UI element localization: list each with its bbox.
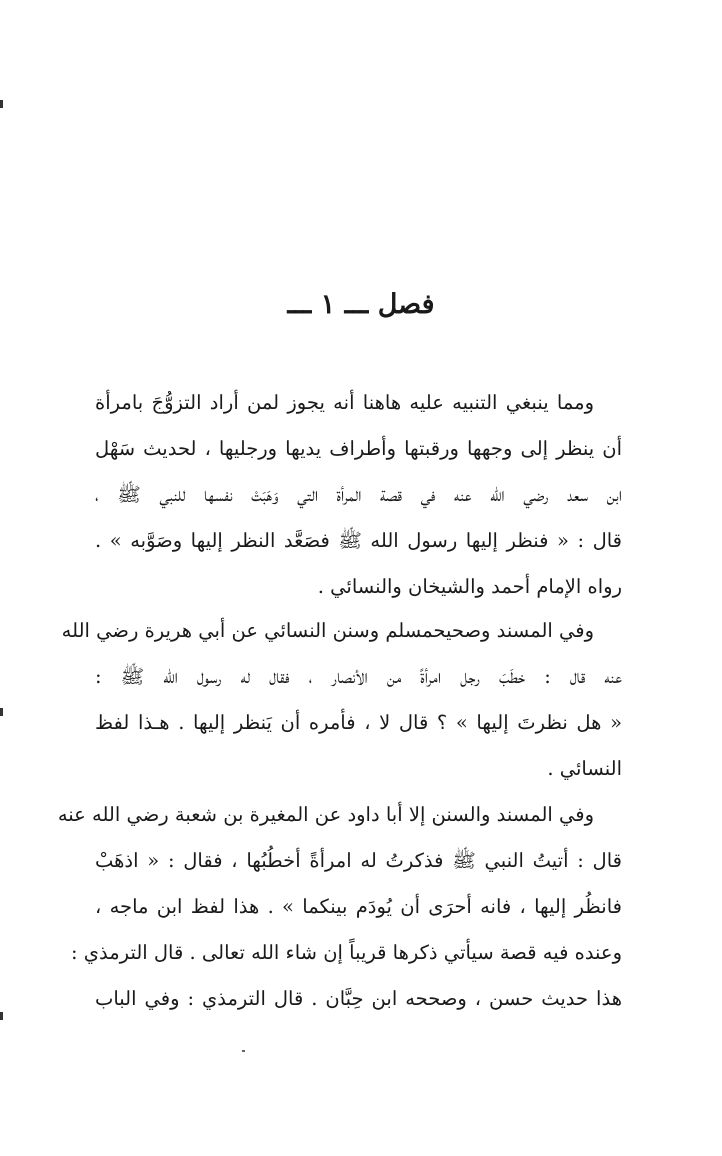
text-line: هذا حديث حسن ، وصححه ابن حِبَّان . قال الترمذي : وفي الباب (95, 987, 622, 1010)
text-line: قال : أتيتُ النبي ﷺ فذكرتُ له امرأةً أخطُبُها ، فقال : « اذهَبْ (95, 849, 622, 872)
text-line: عنه قال : خطَبَ رجل امرأةً من الأنصار ، فقال له رسول الله ﷺ : (95, 665, 622, 688)
text-line: ابن سعد رضي الله عنه في قصة المرأة التي وَهَبَتْ نفسها للنبي ﷺ ، (95, 483, 622, 506)
section-heading: فصل ـــ ١ ـــ (287, 289, 435, 320)
paragraph-1 (95, 380, 622, 610)
paragraph-2 (61, 608, 622, 792)
text-line: فانظُر إليها ، فانه أحرَى أن يُودَم بينكما » . هذا لفظ ابن ماجه ، (95, 895, 622, 918)
paragraph-3 (57, 792, 622, 1022)
text-line: ومما ينبغي التنبيه عليه هاهنا أنه يجوز لمن أراد التزوُّجَ بامرأة (95, 391, 594, 414)
scan-edge-mark-top (0, 100, 3, 108)
scan-speck (242, 1050, 245, 1052)
text-line: رواه الإمام أحمد والشيخان والنسائي . (317, 575, 622, 598)
text-line: « هل نظرتَ إليها » ؟ قال لا ، فأمره أن يَنظر إليها . هـذا لفظ (95, 711, 622, 734)
text-line: وعنده فيه قصة سيأتي ذكرها قريباً إن شاء الله تعالى . قال الترمذي : (70, 941, 622, 964)
text-line: أن ينظر إلى وجهها ورقبتها وأطراف يديها ورجليها ، لحديث سَهْل (95, 437, 622, 460)
text-line: النسائي . (547, 757, 622, 780)
text-line: وفي المسند وصحيحمسلم وسنن النسائي عن أبي هريرة رضي الله (61, 619, 594, 642)
text-line: قال : « فنظر إليها رسول الله ﷺ فصَعَّد النظر إليها وصَوَّبه » . (95, 529, 622, 552)
scan-edge-mark-middle (0, 708, 3, 716)
text-line: وفي المسند والسنن إلا أبا داود عن المغيرة بن شعبة رضي الله عنه (57, 803, 594, 826)
scan-edge-mark-bottom (0, 1012, 3, 1020)
